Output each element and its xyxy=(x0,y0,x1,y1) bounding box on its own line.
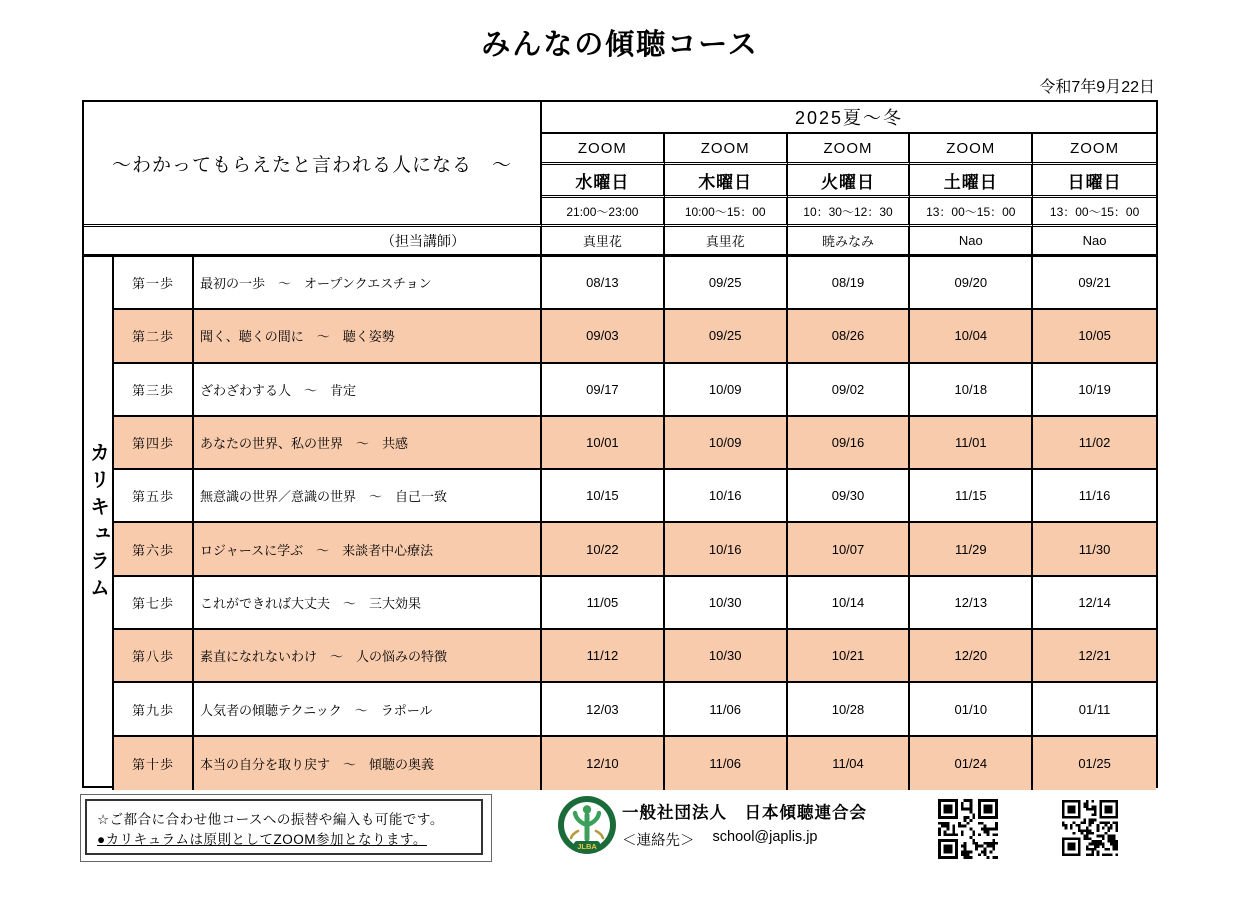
document-date: 令和7年9月22日 xyxy=(1039,79,1155,96)
session-date: 10/14 xyxy=(788,577,911,630)
notes-box xyxy=(80,794,492,862)
session-date: 01/24 xyxy=(910,737,1033,790)
session-date: 12/03 xyxy=(542,683,665,736)
topic-label: ロジャースに学ぶ ～ 来談者中心療法 xyxy=(194,523,542,576)
zoom-label: ZOOM xyxy=(665,134,788,165)
session-date: 10/18 xyxy=(910,364,1033,417)
session-date: 10/15 xyxy=(542,470,665,523)
session-date: 12/14 xyxy=(1033,577,1156,630)
time-header: 10：30～12：30 xyxy=(788,198,911,227)
time-header: 10:00～15：00 xyxy=(665,198,788,227)
session-date: 10/30 xyxy=(665,577,788,630)
session-date: 11/06 xyxy=(665,683,788,736)
instructor-name: Nao xyxy=(910,227,1033,257)
topic-label: 無意識の世界／意識の世界 ～ 自己一致 xyxy=(194,470,542,523)
session-date: 01/11 xyxy=(1033,683,1156,736)
logo-text: JLBA xyxy=(577,842,597,851)
zoom-label: ZOOM xyxy=(1033,134,1156,165)
curriculum-vertical-label: カリキュラム xyxy=(84,257,114,790)
instructor-name: 暁みなみ xyxy=(788,227,911,257)
step-label: 第一歩 xyxy=(114,257,194,310)
step-label: 第二歩 xyxy=(114,310,194,363)
step-label: 第九歩 xyxy=(114,683,194,736)
session-date: 08/13 xyxy=(542,257,665,310)
session-date: 11/04 xyxy=(788,737,911,790)
topic-label: あなたの世界、私の世界 ～ 共感 xyxy=(194,417,542,470)
notes-box-inner xyxy=(85,799,483,855)
course-schedule-table xyxy=(82,100,1158,788)
time-header: 13：00～15：00 xyxy=(910,198,1033,227)
topic-label: 聞く、聴くの間に ～ 聴く姿勢 xyxy=(194,310,542,363)
day-header: 木曜日 xyxy=(665,165,788,198)
session-date: 09/20 xyxy=(910,257,1033,310)
zoom-label: ZOOM xyxy=(542,134,665,165)
page-title: みんなの傾聴コース xyxy=(481,29,759,61)
step-label: 第十歩 xyxy=(114,737,194,790)
session-date: 10/19 xyxy=(1033,364,1156,417)
session-date: 10/30 xyxy=(665,630,788,683)
step-label: 第三歩 xyxy=(114,364,194,417)
session-date: 10/22 xyxy=(542,523,665,576)
time-header: 13：00～15：00 xyxy=(1033,198,1156,227)
instructor-name: 真里花 xyxy=(665,227,788,257)
step-label: 第七歩 xyxy=(114,577,194,630)
session-date: 10/28 xyxy=(788,683,911,736)
topic-label: 素直になれないわけ ～ 人の悩みの特徴 xyxy=(194,630,542,683)
session-date: 11/29 xyxy=(910,523,1033,576)
session-date: 12/21 xyxy=(1033,630,1156,683)
session-date: 10/09 xyxy=(665,417,788,470)
session-date: 08/19 xyxy=(788,257,911,310)
session-date: 11/30 xyxy=(1033,523,1156,576)
session-date: 11/06 xyxy=(665,737,788,790)
session-date: 11/02 xyxy=(1033,417,1156,470)
organization-block xyxy=(622,799,867,850)
session-date: 08/26 xyxy=(788,310,911,363)
instructor-label: （担当講師） xyxy=(84,227,542,257)
session-date: 12/10 xyxy=(542,737,665,790)
session-date: 09/25 xyxy=(665,310,788,363)
step-label: 第四歩 xyxy=(114,417,194,470)
step-label: 第六歩 xyxy=(114,523,194,576)
day-header: 火曜日 xyxy=(788,165,911,198)
session-date: 10/16 xyxy=(665,470,788,523)
topic-label: 人気者の傾聴テクニック ～ ラポール xyxy=(194,683,542,736)
session-date: 12/13 xyxy=(910,577,1033,630)
day-header: 水曜日 xyxy=(542,165,665,198)
session-date: 09/16 xyxy=(788,417,911,470)
session-date: 11/05 xyxy=(542,577,665,630)
session-date: 11/15 xyxy=(910,470,1033,523)
session-date: 11/01 xyxy=(910,417,1033,470)
session-date: 09/25 xyxy=(665,257,788,310)
session-date: 09/17 xyxy=(542,364,665,417)
zoom-label: ZOOM xyxy=(788,134,911,165)
session-date: 10/21 xyxy=(788,630,911,683)
note-transfer: ☆ご都合に合わせ他コースへの振替や編入も可能です。 xyxy=(97,812,444,827)
note-zoom-participation: ●カリキュラムは原則としてZOOM参加となります。 xyxy=(97,832,427,847)
session-date: 10/16 xyxy=(665,523,788,576)
time-header: 21:00～23:00 xyxy=(542,198,665,227)
qr-code-2 xyxy=(1062,800,1118,856)
session-date: 10/05 xyxy=(1033,310,1156,363)
session-date: 01/25 xyxy=(1033,737,1156,790)
step-label: 第八歩 xyxy=(114,630,194,683)
topic-label: ざわざわする人 ～ 肯定 xyxy=(194,364,542,417)
session-date: 10/09 xyxy=(665,364,788,417)
session-date: 11/12 xyxy=(542,630,665,683)
session-date: 09/30 xyxy=(788,470,911,523)
session-date: 09/02 xyxy=(788,364,911,417)
day-header: 日曜日 xyxy=(1033,165,1156,198)
session-date: 01/10 xyxy=(910,683,1033,736)
contact-email: school@japlis.jp xyxy=(712,829,818,845)
organization-name: 一般社団法人 日本傾聴連合会 xyxy=(622,804,867,822)
session-date: 10/04 xyxy=(910,310,1033,363)
session-date: 11/16 xyxy=(1033,470,1156,523)
topic-label: 最初の一歩 ～ オープンクエスチョン xyxy=(194,257,542,310)
instructor-name: Nao xyxy=(1033,227,1156,257)
session-date: 09/03 xyxy=(542,310,665,363)
day-header: 土曜日 xyxy=(910,165,1033,198)
step-label: 第五歩 xyxy=(114,470,194,523)
session-date: 12/20 xyxy=(910,630,1033,683)
jlba-logo-icon xyxy=(556,795,618,857)
session-date: 10/01 xyxy=(542,417,665,470)
session-date: 09/21 xyxy=(1033,257,1156,310)
season-header: 2025夏～冬 xyxy=(542,102,1156,134)
contact-label: ＜連絡先＞ xyxy=(622,833,695,849)
course-slogan: ～わかってもらえたと言われる人になる ～ xyxy=(84,102,542,227)
zoom-label: ZOOM xyxy=(910,134,1033,165)
session-date: 10/07 xyxy=(788,523,911,576)
qr-code-1 xyxy=(938,799,998,859)
topic-label: これができれば大丈夫 ～ 三大効果 xyxy=(194,577,542,630)
topic-label: 本当の自分を取り戻す ～ 傾聴の奥義 xyxy=(194,737,542,790)
instructor-name: 真里花 xyxy=(542,227,665,257)
